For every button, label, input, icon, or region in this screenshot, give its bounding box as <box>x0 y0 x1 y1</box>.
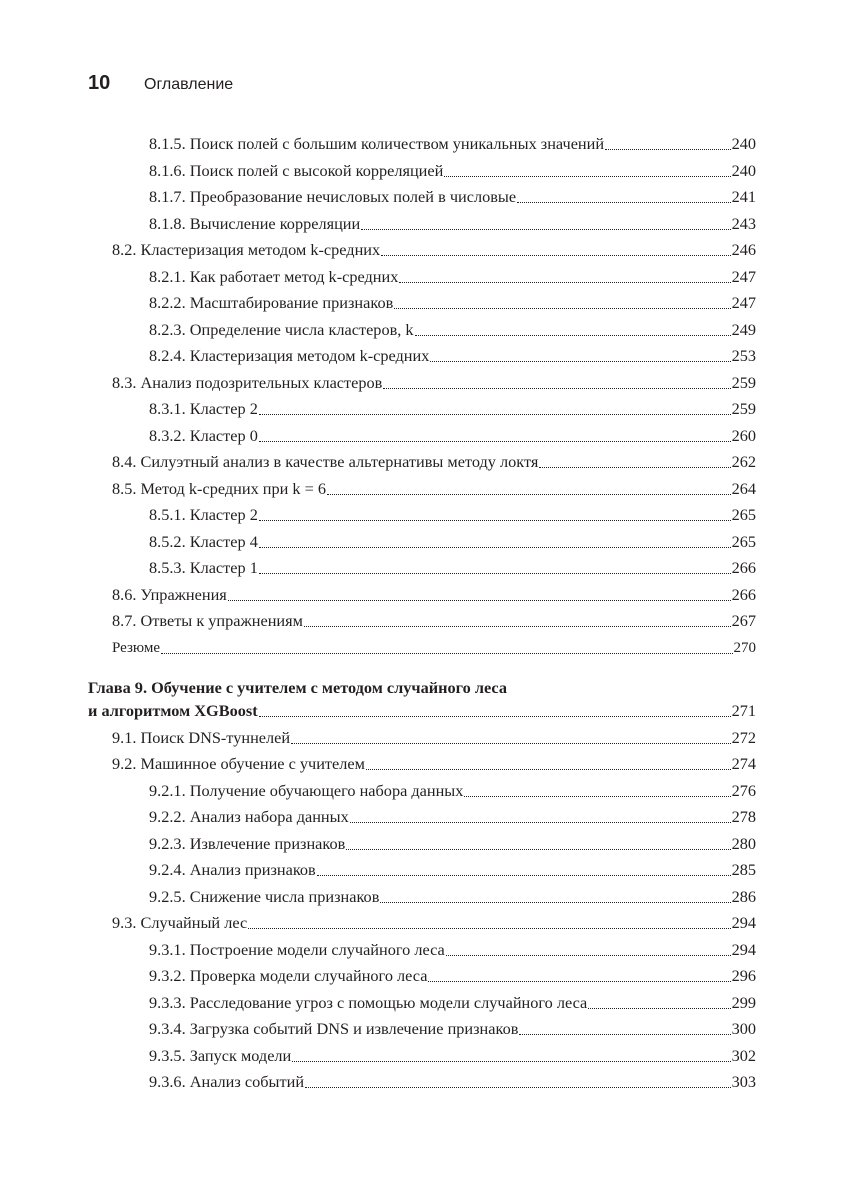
toc-entry-number: 8.5.3. <box>149 558 186 577</box>
toc-entry[interactable] <box>149 934 756 960</box>
toc-entry-number: 9.2.1. <box>149 780 186 800</box>
leader-dots <box>464 796 730 797</box>
toc-entry-title: Кластер 2 <box>189 399 258 418</box>
toc-entry-title: Метод k-средних при k = 6 <box>140 478 327 498</box>
leader-dots <box>361 229 730 230</box>
toc-entry[interactable] <box>149 1013 756 1039</box>
toc-entry-title: Ответы к упражнениям <box>140 611 303 630</box>
toc-entry-number: 9.3.5. <box>149 1045 186 1065</box>
toc-entry-number: 9.3.2. <box>149 966 186 985</box>
toc-entry-number: 8.1.5. <box>149 134 186 153</box>
toc-entry-title: Снижение числа признаков <box>189 886 380 906</box>
leader-dots <box>446 955 731 956</box>
toc-entry-number: 8.3. <box>112 372 137 392</box>
toc-entry[interactable] <box>149 208 756 234</box>
toc-entry-page: 262 <box>731 452 756 471</box>
toc-entry-page: 259 <box>731 372 756 392</box>
chapter-9-title-line1[interactable]: Глава 9. Обучение с учителем с методом случайного леса <box>88 678 507 697</box>
toc-entry-number: 9.2.5. <box>149 886 186 906</box>
page-number: 10 <box>88 72 111 94</box>
toc-entry-title: Проверка модели случайного леса <box>189 966 428 985</box>
toc-entry-page: 240 <box>731 134 756 153</box>
toc-entry-title: Упражнения <box>140 584 227 604</box>
page-header <box>88 72 233 100</box>
toc-entry[interactable] <box>149 987 756 1013</box>
toc-entry-page: 265 <box>731 505 756 524</box>
toc-entry[interactable] <box>112 722 756 748</box>
toc-entry-page: 266 <box>731 558 756 577</box>
toc-entry[interactable] <box>149 881 756 907</box>
leader-dots <box>304 626 731 627</box>
toc-entry-number: 8.2. <box>112 240 137 259</box>
toc-entry-page: 280 <box>731 833 756 853</box>
toc-entry-page: 259 <box>731 399 756 418</box>
leader-dots <box>366 769 731 770</box>
toc-entry[interactable] <box>149 526 756 552</box>
toc-entry-title: Кластер 4 <box>189 531 258 551</box>
toc-entry-number: 8.2.3. <box>149 319 186 339</box>
toc-entry-title: Поиск полей с высокой корреляцией <box>189 160 444 180</box>
leader-dots <box>381 255 730 256</box>
toc-entry-title: Анализ набора данных <box>189 807 349 826</box>
toc-entry-number: 8.5.2. <box>149 531 186 551</box>
toc-entry-title: Случайный лес <box>140 913 248 932</box>
leader-dots <box>415 335 731 336</box>
toc-entry-number: 8.2.2. <box>149 293 186 312</box>
leader-dots <box>430 361 730 362</box>
toc-entry-page: 260 <box>731 425 756 445</box>
toc-entry-page: 240 <box>731 160 756 180</box>
toc-entry-number: 8.4. <box>112 452 137 471</box>
toc-entry-page: 264 <box>731 478 756 498</box>
leader-dots <box>161 653 732 654</box>
leader-dots <box>346 849 730 850</box>
toc-entry-title: Запуск модели <box>189 1045 292 1065</box>
toc-entry-page: 253 <box>731 346 756 365</box>
toc-entry-title: Силуэтный анализ в качестве альтернативы методу локтя <box>140 452 539 471</box>
toc-entry-title: Вычисление корреляции <box>189 213 361 233</box>
leader-dots <box>394 308 730 309</box>
toc-entry[interactable] <box>149 1040 756 1066</box>
toc-entry-title: Определение числа кластеров, k <box>189 319 414 339</box>
chapter-9-title-line2: и алгоритмом XGBoost <box>88 701 258 720</box>
toc-entry[interactable] <box>149 393 756 419</box>
toc-entry-number: 9.3.3. <box>149 992 186 1012</box>
leader-dots <box>539 467 730 468</box>
toc-entry-page: 271 <box>731 701 756 720</box>
toc-entry-page: 243 <box>731 213 756 233</box>
toc-entry-number: 8.3.2. <box>149 425 186 445</box>
toc-entry[interactable] <box>112 907 756 933</box>
leader-dots <box>588 1008 730 1009</box>
toc-entry-number: 8.1.8. <box>149 213 186 233</box>
toc-entry[interactable] <box>149 1066 756 1092</box>
toc-entry-page: 278 <box>731 807 756 826</box>
toc-entry-title: Кластер 2 <box>189 505 258 524</box>
toc-entry[interactable] <box>112 473 756 499</box>
toc-entry-page: 303 <box>731 1072 756 1091</box>
toc-entry[interactable] <box>112 748 756 774</box>
toc-entry-page: 274 <box>731 754 756 773</box>
toc-entry-title: Как работает метод k-средних <box>189 266 399 286</box>
leader-dots <box>605 149 731 150</box>
toc-entry-number: 8.2.1. <box>149 266 186 286</box>
toc-entry-page: 266 <box>731 584 756 604</box>
toc-entry[interactable] <box>149 420 756 446</box>
leader-dots <box>327 494 731 495</box>
leader-dots <box>291 743 731 744</box>
toc-entry-title: Анализ подозрительных кластеров <box>140 372 383 392</box>
toc-entry-page: 296 <box>731 966 756 985</box>
toc-entry-title: Анализ признаков <box>189 860 316 879</box>
toc-entry[interactable] <box>149 181 756 207</box>
toc-entry-number: 8.5. <box>112 478 137 498</box>
toc-entry-title: Поиск DNS-туннелей <box>140 727 291 747</box>
leader-dots <box>428 981 730 982</box>
toc-entry[interactable] <box>149 261 756 287</box>
toc-entry-number: 8.1.7. <box>149 187 186 206</box>
toc-entry-page: 294 <box>731 939 756 959</box>
toc-entry[interactable] <box>149 775 756 801</box>
toc-entry-page: 270 <box>733 639 756 656</box>
toc-entry-number: 8.5.1. <box>149 505 186 524</box>
running-head: Оглавление <box>144 76 234 93</box>
toc-entry-title: Масштабирование признаков <box>189 293 394 312</box>
toc-entry-summary[interactable] <box>112 632 756 658</box>
toc-entry-page: 247 <box>731 293 756 312</box>
toc-entry-page: 249 <box>731 319 756 339</box>
toc-entry-title: Машинное обучение с учителем <box>140 754 365 773</box>
leader-dots <box>350 822 731 823</box>
leader-dots <box>305 1087 731 1088</box>
leader-dots <box>259 573 731 574</box>
toc-entry-page: 265 <box>731 531 756 551</box>
toc-entry[interactable] <box>112 234 756 260</box>
leader-dots <box>248 928 730 929</box>
toc-entry-number: 8.1.6. <box>149 160 186 180</box>
leader-dots <box>519 1034 730 1035</box>
toc-entry-title: Расследование угроз с помощью модели случайного леса <box>189 992 588 1012</box>
toc-entry-page: 241 <box>731 187 756 206</box>
toc-entry[interactable] <box>149 128 756 154</box>
toc-entry-page: 300 <box>731 1019 756 1038</box>
toc-entry-page: 299 <box>731 992 756 1012</box>
leader-dots <box>444 176 730 177</box>
toc-entry[interactable] <box>149 287 756 313</box>
toc-entry[interactable] <box>112 579 756 605</box>
toc-entry[interactable] <box>112 446 756 472</box>
leader-dots <box>228 600 731 601</box>
toc-entry-title: Кластер 0 <box>189 425 258 445</box>
toc-entry-number: 9.3.4. <box>149 1019 186 1038</box>
toc-entry-number: 8.3.1. <box>149 399 186 418</box>
leader-dots <box>517 202 731 203</box>
toc-entry[interactable] <box>149 155 756 181</box>
toc-entry-number: 9.2.2. <box>149 807 186 826</box>
toc-entry-page: 276 <box>731 780 756 800</box>
toc-entry[interactable] <box>112 367 756 393</box>
toc-entry-title: Получение обучающего набора данных <box>189 780 464 800</box>
toc-entry-number: 9.2.4. <box>149 860 186 879</box>
toc-entry-number: 9.3.1. <box>149 939 186 959</box>
toc-entry-title: Кластеризация методом k-средних <box>140 240 381 259</box>
toc-entry-page: 302 <box>731 1045 756 1065</box>
toc-entry[interactable] <box>149 960 756 986</box>
toc-entry-number: 8.6. <box>112 584 137 604</box>
toc-entry[interactable] <box>149 828 756 854</box>
toc-entry[interactable] <box>149 552 756 578</box>
toc-entry-page: 246 <box>731 240 756 259</box>
toc-entry-title: Кластеризация методом k-средних <box>189 346 430 365</box>
toc-entry-number: 9.2.3. <box>149 833 186 853</box>
toc-entry-page: 272 <box>731 727 756 747</box>
toc-entry-page: 267 <box>731 611 756 630</box>
leader-dots <box>259 547 731 548</box>
leader-dots <box>259 441 731 442</box>
toc-entry[interactable] <box>149 314 756 340</box>
toc-entry-title: Поиск полей с большим количеством уникальных значений <box>189 134 605 153</box>
toc-entry-number: 9.1. <box>112 727 137 747</box>
leader-dots <box>380 902 730 903</box>
toc-entry-title: Загрузка событий DNS и извлечение признаков <box>189 1019 519 1038</box>
toc-entry[interactable] <box>149 854 756 880</box>
toc-entry-title: Резюме <box>112 639 161 656</box>
leader-dots <box>259 520 731 521</box>
toc-entry-page: 285 <box>731 860 756 879</box>
toc-entry-page: 247 <box>731 266 756 286</box>
toc-entry-page: 286 <box>731 886 756 906</box>
toc-entry[interactable] <box>112 605 756 631</box>
toc-entry-title: Кластер 1 <box>189 558 258 577</box>
chapter-9-entry[interactable] <box>88 695 756 721</box>
toc-entry-number: 9.2. <box>112 754 137 773</box>
toc-entry-number: 8.2.4. <box>149 346 186 365</box>
toc-entry[interactable] <box>149 340 756 366</box>
leader-dots <box>399 282 730 283</box>
leader-dots <box>259 716 731 717</box>
leader-dots <box>292 1061 730 1062</box>
toc-entry-number: 8.7. <box>112 611 137 630</box>
toc-entry-title: Преобразование нечисловых полей в числовые <box>189 187 517 206</box>
toc-entry-number: 9.3. <box>112 913 137 932</box>
toc-entry-title: Анализ событий <box>189 1072 305 1091</box>
leader-dots <box>317 875 731 876</box>
toc-entry[interactable] <box>149 801 756 827</box>
toc-entry-number: 9.3.6. <box>149 1072 186 1091</box>
toc-entry-page: 294 <box>731 913 756 932</box>
leader-dots <box>383 388 730 389</box>
leader-dots <box>259 414 731 415</box>
toc-entry-title: Извлечение признаков <box>189 833 346 853</box>
toc-entry[interactable] <box>149 499 756 525</box>
toc-entry-title: Построение модели случайного леса <box>189 939 445 959</box>
